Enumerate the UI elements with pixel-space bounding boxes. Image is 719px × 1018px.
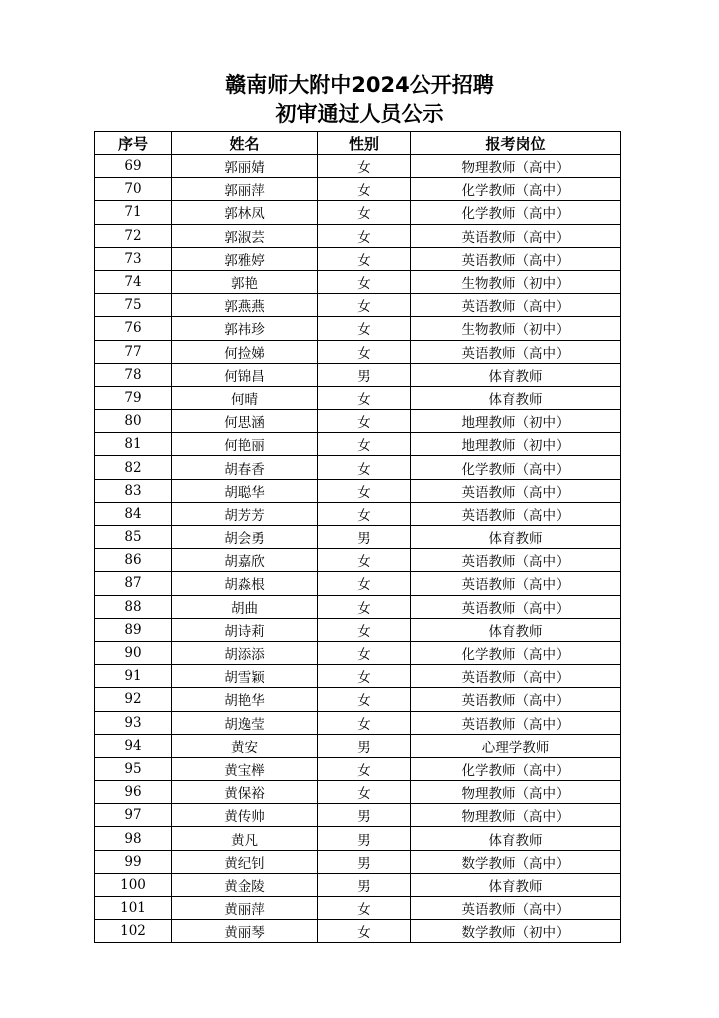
table-row — [95, 247, 621, 270]
cell-name: 胡诗莉 — [172, 618, 318, 641]
table-row — [95, 433, 621, 456]
cell-name: 郭燕燕 — [172, 294, 318, 317]
table-row — [95, 781, 621, 804]
cell-gender: 女 — [318, 641, 411, 664]
table-row — [95, 920, 621, 943]
table-row — [95, 549, 621, 572]
cell-name: 黄传帅 — [172, 804, 318, 827]
cell-name: 何锦昌 — [172, 363, 318, 386]
table-row — [95, 340, 621, 363]
header-row — [95, 132, 621, 155]
document-title: 赣南师大附中2024公开招聘 — [225, 73, 494, 97]
cell-number: 99 — [95, 850, 172, 873]
table-row — [95, 201, 621, 224]
table-row — [95, 178, 621, 201]
cell-position: 英语教师（高中） — [411, 247, 621, 270]
cell-gender: 女 — [318, 897, 411, 920]
cell-position: 化学教师（高中） — [411, 757, 621, 780]
document-subtitle: 初审通过人员公示 — [275, 102, 444, 126]
cell-name: 何晴 — [172, 386, 318, 409]
cell-position: 化学教师（高中） — [411, 201, 621, 224]
cell-number: 89 — [95, 618, 172, 641]
cell-position: 英语教师（高中） — [411, 688, 621, 711]
table-row — [95, 479, 621, 502]
cell-name: 郭祎珍 — [172, 317, 318, 340]
cell-position: 化学教师（高中） — [411, 641, 621, 664]
cell-number: 75 — [95, 294, 172, 317]
cell-position: 物理教师（高中） — [411, 804, 621, 827]
cell-gender: 女 — [318, 549, 411, 572]
cell-position: 物理教师（高中） — [411, 781, 621, 804]
cell-number: 70 — [95, 178, 172, 201]
cell-name: 郭丽萍 — [172, 178, 318, 201]
table-row — [95, 827, 621, 850]
cell-name: 黄宝榉 — [172, 757, 318, 780]
table-header — [95, 132, 621, 155]
cell-name: 胡雪颖 — [172, 665, 318, 688]
table-row — [95, 502, 621, 525]
cell-number: 92 — [95, 688, 172, 711]
cell-name: 黄丽萍 — [172, 897, 318, 920]
cell-gender: 女 — [318, 595, 411, 618]
candidate-table — [94, 131, 621, 943]
cell-gender: 女 — [318, 572, 411, 595]
cell-number: 94 — [95, 734, 172, 757]
cell-position: 英语教师（高中） — [411, 665, 621, 688]
cell-position: 英语教师（高中） — [411, 294, 621, 317]
cell-gender: 女 — [318, 479, 411, 502]
table-row — [95, 456, 621, 479]
cell-position: 英语教师（高中） — [411, 224, 621, 247]
cell-position: 体育教师 — [411, 873, 621, 896]
cell-gender: 女 — [318, 781, 411, 804]
cell-name: 胡芳芳 — [172, 502, 318, 525]
cell-position: 生物教师（初中） — [411, 317, 621, 340]
cell-name: 何思涵 — [172, 410, 318, 433]
cell-gender: 男 — [318, 526, 411, 549]
table-row — [95, 294, 621, 317]
cell-number: 101 — [95, 897, 172, 920]
cell-name: 郭雅婷 — [172, 247, 318, 270]
cell-gender: 女 — [318, 502, 411, 525]
cell-number: 81 — [95, 433, 172, 456]
cell-gender: 女 — [318, 757, 411, 780]
table-row — [95, 410, 621, 433]
cell-name: 郭淑芸 — [172, 224, 318, 247]
cell-name: 黄凡 — [172, 827, 318, 850]
table-row — [95, 711, 621, 734]
table-row — [95, 757, 621, 780]
cell-name: 胡聪华 — [172, 479, 318, 502]
table-row — [95, 572, 621, 595]
cell-name: 胡添添 — [172, 641, 318, 664]
table-row — [95, 386, 621, 409]
cell-number: 90 — [95, 641, 172, 664]
cell-number: 98 — [95, 827, 172, 850]
cell-number: 80 — [95, 410, 172, 433]
cell-position: 心理学教师 — [411, 734, 621, 757]
cell-position: 英语教师（高中） — [411, 479, 621, 502]
cell-gender: 男 — [318, 363, 411, 386]
cell-position: 英语教师（高中） — [411, 502, 621, 525]
header-name: 姓名 — [172, 132, 318, 155]
cell-gender: 女 — [318, 178, 411, 201]
cell-name: 胡嘉欣 — [172, 549, 318, 572]
table-row — [95, 526, 621, 549]
cell-number: 88 — [95, 595, 172, 618]
cell-name: 黄丽琴 — [172, 920, 318, 943]
table-body — [95, 155, 621, 943]
cell-gender: 女 — [318, 155, 411, 178]
cell-name: 何艳丽 — [172, 433, 318, 456]
cell-number: 97 — [95, 804, 172, 827]
header-position: 报考岗位 — [411, 132, 621, 155]
cell-gender: 女 — [318, 317, 411, 340]
table-row — [95, 224, 621, 247]
cell-position: 地理教师（初中） — [411, 433, 621, 456]
cell-gender: 男 — [318, 827, 411, 850]
table-row — [95, 897, 621, 920]
cell-number: 83 — [95, 479, 172, 502]
cell-gender: 女 — [318, 294, 411, 317]
cell-position: 数学教师（高中） — [411, 850, 621, 873]
table-row — [95, 873, 621, 896]
cell-gender: 女 — [318, 340, 411, 363]
table-row — [95, 804, 621, 827]
cell-number: 96 — [95, 781, 172, 804]
cell-number: 86 — [95, 549, 172, 572]
cell-gender: 女 — [318, 270, 411, 293]
table-row — [95, 595, 621, 618]
cell-number: 79 — [95, 386, 172, 409]
cell-name: 黄纪钊 — [172, 850, 318, 873]
cell-gender: 女 — [318, 711, 411, 734]
cell-gender: 男 — [318, 873, 411, 896]
cell-number: 77 — [95, 340, 172, 363]
cell-number: 91 — [95, 665, 172, 688]
cell-name: 胡曲 — [172, 595, 318, 618]
cell-number: 78 — [95, 363, 172, 386]
cell-number: 74 — [95, 270, 172, 293]
cell-position: 化学教师（高中） — [411, 456, 621, 479]
cell-name: 郭丽婧 — [172, 155, 318, 178]
cell-gender: 女 — [318, 920, 411, 943]
table-row — [95, 317, 621, 340]
cell-gender: 女 — [318, 247, 411, 270]
cell-gender: 女 — [318, 456, 411, 479]
cell-name: 胡会勇 — [172, 526, 318, 549]
cell-gender: 女 — [318, 201, 411, 224]
cell-position: 体育教师 — [411, 386, 621, 409]
cell-gender: 女 — [318, 224, 411, 247]
cell-gender: 女 — [318, 433, 411, 456]
cell-number: 100 — [95, 873, 172, 896]
cell-name: 胡淼根 — [172, 572, 318, 595]
table-row — [95, 850, 621, 873]
cell-name: 黄金陵 — [172, 873, 318, 896]
cell-position: 英语教师（高中） — [411, 572, 621, 595]
cell-number: 69 — [95, 155, 172, 178]
table-row — [95, 665, 621, 688]
cell-position: 英语教师（高中） — [411, 595, 621, 618]
cell-number: 73 — [95, 247, 172, 270]
cell-position: 地理教师（初中） — [411, 410, 621, 433]
cell-number: 85 — [95, 526, 172, 549]
cell-gender: 男 — [318, 734, 411, 757]
cell-position: 体育教师 — [411, 618, 621, 641]
cell-position: 体育教师 — [411, 827, 621, 850]
cell-number: 71 — [95, 201, 172, 224]
header-gender: 性别 — [318, 132, 411, 155]
cell-number: 87 — [95, 572, 172, 595]
cell-position: 体育教师 — [411, 526, 621, 549]
cell-name: 黄安 — [172, 734, 318, 757]
cell-position: 英语教师（高中） — [411, 897, 621, 920]
cell-position: 英语教师（高中） — [411, 711, 621, 734]
cell-number: 72 — [95, 224, 172, 247]
table-row — [95, 641, 621, 664]
cell-position: 化学教师（高中） — [411, 178, 621, 201]
cell-position: 物理教师（高中） — [411, 155, 621, 178]
cell-gender: 男 — [318, 804, 411, 827]
header-number: 序号 — [95, 132, 172, 155]
cell-gender: 女 — [318, 386, 411, 409]
cell-gender: 女 — [318, 688, 411, 711]
cell-number: 76 — [95, 317, 172, 340]
cell-position: 数学教师（初中） — [411, 920, 621, 943]
cell-name: 胡春香 — [172, 456, 318, 479]
table-row — [95, 688, 621, 711]
cell-gender: 女 — [318, 618, 411, 641]
table-row — [95, 155, 621, 178]
cell-number: 102 — [95, 920, 172, 943]
cell-number: 93 — [95, 711, 172, 734]
cell-position: 体育教师 — [411, 363, 621, 386]
cell-name: 胡艳华 — [172, 688, 318, 711]
cell-position: 生物教师（初中） — [411, 270, 621, 293]
cell-name: 何捡娣 — [172, 340, 318, 363]
cell-number: 82 — [95, 456, 172, 479]
cell-name: 郭林凤 — [172, 201, 318, 224]
cell-position: 英语教师（高中） — [411, 549, 621, 572]
cell-position: 英语教师（高中） — [411, 340, 621, 363]
cell-gender: 女 — [318, 665, 411, 688]
cell-gender: 女 — [318, 410, 411, 433]
cell-name: 胡逸莹 — [172, 711, 318, 734]
cell-gender: 男 — [318, 850, 411, 873]
cell-name: 黄保裕 — [172, 781, 318, 804]
table-row — [95, 734, 621, 757]
table-row — [95, 363, 621, 386]
table-row — [95, 618, 621, 641]
cell-number: 95 — [95, 757, 172, 780]
cell-number: 84 — [95, 502, 172, 525]
cell-name: 郭艳 — [172, 270, 318, 293]
table-row — [95, 270, 621, 293]
